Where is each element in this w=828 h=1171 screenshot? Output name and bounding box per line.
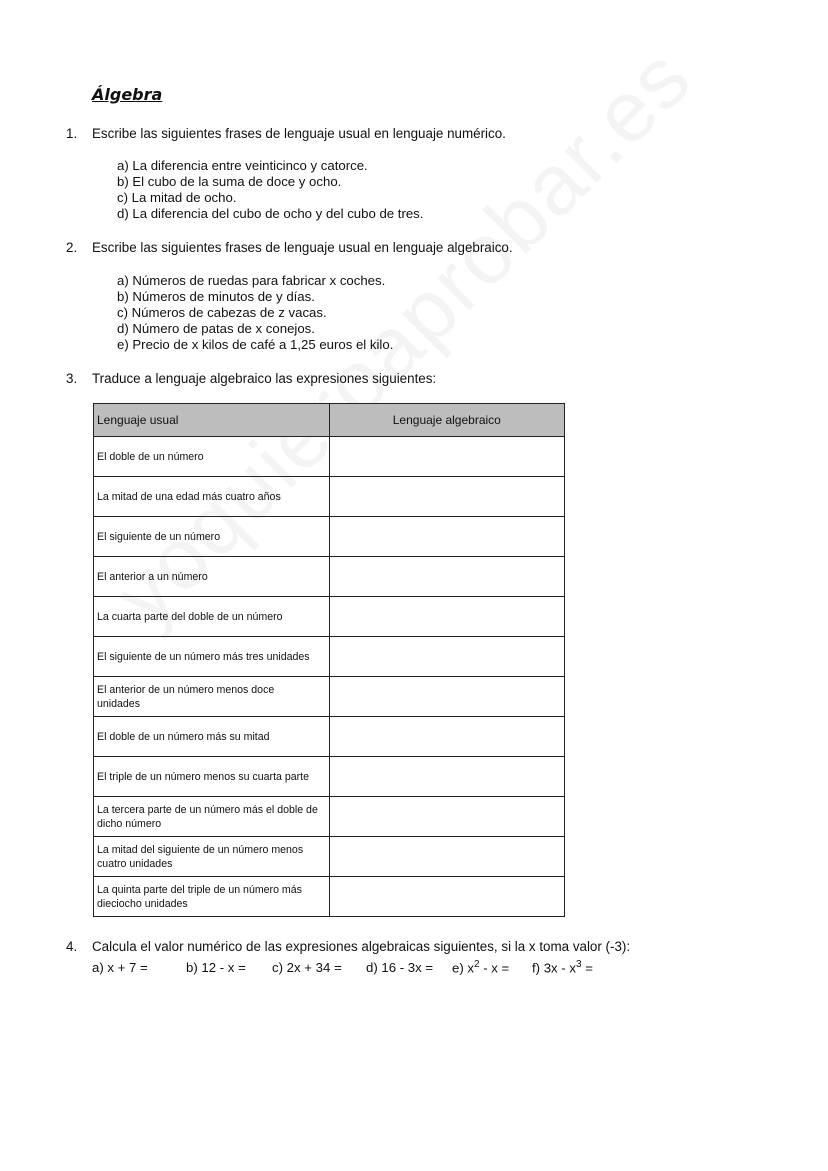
table-row <box>94 557 565 597</box>
question-4-expressions <box>92 959 593 975</box>
answer-cell[interactable] <box>329 797 564 837</box>
column-header-usual: Lenguaje usual <box>94 404 330 437</box>
list-item: c) Números de cabezas de z vacas. <box>117 305 327 320</box>
question-3 <box>66 371 436 386</box>
question-1 <box>66 126 506 141</box>
expression-d: d) 16 - 3x = <box>366 960 434 976</box>
question-4-text: Calcula el valor numérico de las expresiones algebraicas siguientes, si la x toma valor (-3): <box>92 939 631 954</box>
answer-cell[interactable] <box>329 557 564 597</box>
translation-table <box>93 403 565 917</box>
answer-cell[interactable] <box>329 437 564 477</box>
table-row <box>94 597 565 637</box>
expression-f <box>532 959 593 975</box>
table-cell-phrase: La cuarta parte del doble de un número <box>94 597 330 637</box>
expression-e <box>452 959 532 975</box>
list-item: d) Número de patas de x conejos. <box>117 321 315 336</box>
table-cell-phrase: El siguiente de un número <box>94 517 330 557</box>
expression-e-exponent: 2 <box>473 959 480 970</box>
list-item: d) La diferencia del cubo de ocho y del cubo de tres. <box>117 206 424 221</box>
list-item: a) Números de ruedas para fabricar x coches. <box>117 273 386 288</box>
expression-c: c) 2x + 34 = <box>272 960 342 976</box>
list-item: b) El cubo de la suma de doce y ocho. <box>117 174 342 189</box>
question-2 <box>66 240 513 255</box>
question-1-items <box>117 158 423 222</box>
table-row <box>94 637 565 677</box>
answer-cell[interactable] <box>329 717 564 757</box>
list-item: a) La diferencia entre veinticinco y catorce. <box>117 158 368 173</box>
expression-e-base: e) x <box>452 960 474 976</box>
table-row <box>94 437 565 477</box>
table-cell-phrase: El anterior a un número <box>94 557 330 597</box>
answer-cell[interactable] <box>329 677 564 717</box>
table-row <box>94 477 565 517</box>
table-header-row <box>94 404 565 437</box>
table-cell-phrase: El triple de un número menos su cuarta parte <box>94 757 330 797</box>
table-row <box>94 757 565 797</box>
answer-cell[interactable] <box>329 757 564 797</box>
expression-e-rest: - x = <box>479 960 510 976</box>
question-4-number: 4. <box>66 939 78 954</box>
table-cell-phrase: La mitad de una edad más cuatro años <box>94 477 330 517</box>
expression-f-base: f) 3x - x <box>532 960 576 976</box>
question-1-text: Escribe las siguientes frases de lenguaje usual en lenguaje numérico. <box>92 126 506 141</box>
question-2-text: Escribe las siguientes frases de lenguaje usual en lenguaje algebraico. <box>92 240 513 255</box>
table-cell-phrase: La tercera parte de un número más el doble de dicho número <box>94 797 330 837</box>
question-2-number: 2. <box>66 240 78 255</box>
table-cell-phrase: El doble de un número más su mitad <box>94 717 330 757</box>
question-3-text: Traduce a lenguaje algebraico las expresiones siguientes: <box>92 371 437 386</box>
expression-a: a) x + 7 = <box>92 960 148 976</box>
table-cell-phrase: La quinta parte del triple de un número más dieciocho unidades <box>94 877 330 917</box>
list-item: c) La mitad de ocho. <box>117 190 237 205</box>
page-title: Álgebra <box>92 85 163 104</box>
question-2-items <box>117 273 393 353</box>
table-row <box>94 677 565 717</box>
expression-b: b) 12 - x = <box>186 960 246 976</box>
question-1-number: 1. <box>66 126 78 141</box>
answer-cell[interactable] <box>329 877 564 917</box>
expression-f-exponent: 3 <box>575 959 582 970</box>
question-3-number: 3. <box>66 371 78 386</box>
answer-cell[interactable] <box>329 837 564 877</box>
table-cell-phrase: El anterior de un número menos doce unidades <box>94 677 330 717</box>
table-row <box>94 877 565 917</box>
answer-cell[interactable] <box>329 597 564 637</box>
table-cell-phrase: El doble de un número <box>94 437 330 477</box>
answer-cell[interactable] <box>329 637 564 677</box>
table-row <box>94 517 565 557</box>
column-header-algebraic: Lenguaje algebraico <box>329 404 564 437</box>
table-cell-phrase: La mitad del siguiente de un número menos cuatro unidades <box>94 837 330 877</box>
list-item: e) Precio de x kilos de café a 1,25 euros el kilo. <box>117 337 394 352</box>
question-4 <box>66 939 630 954</box>
table-cell-phrase: El siguiente de un número más tres unidades <box>94 637 330 677</box>
table-row <box>94 717 565 757</box>
table-row <box>94 797 565 837</box>
answer-cell[interactable] <box>329 517 564 557</box>
list-item: b) Números de minutos de y días. <box>117 289 315 304</box>
table-row <box>94 837 565 877</box>
expression-f-rest: = <box>581 960 593 976</box>
answer-cell[interactable] <box>329 477 564 517</box>
